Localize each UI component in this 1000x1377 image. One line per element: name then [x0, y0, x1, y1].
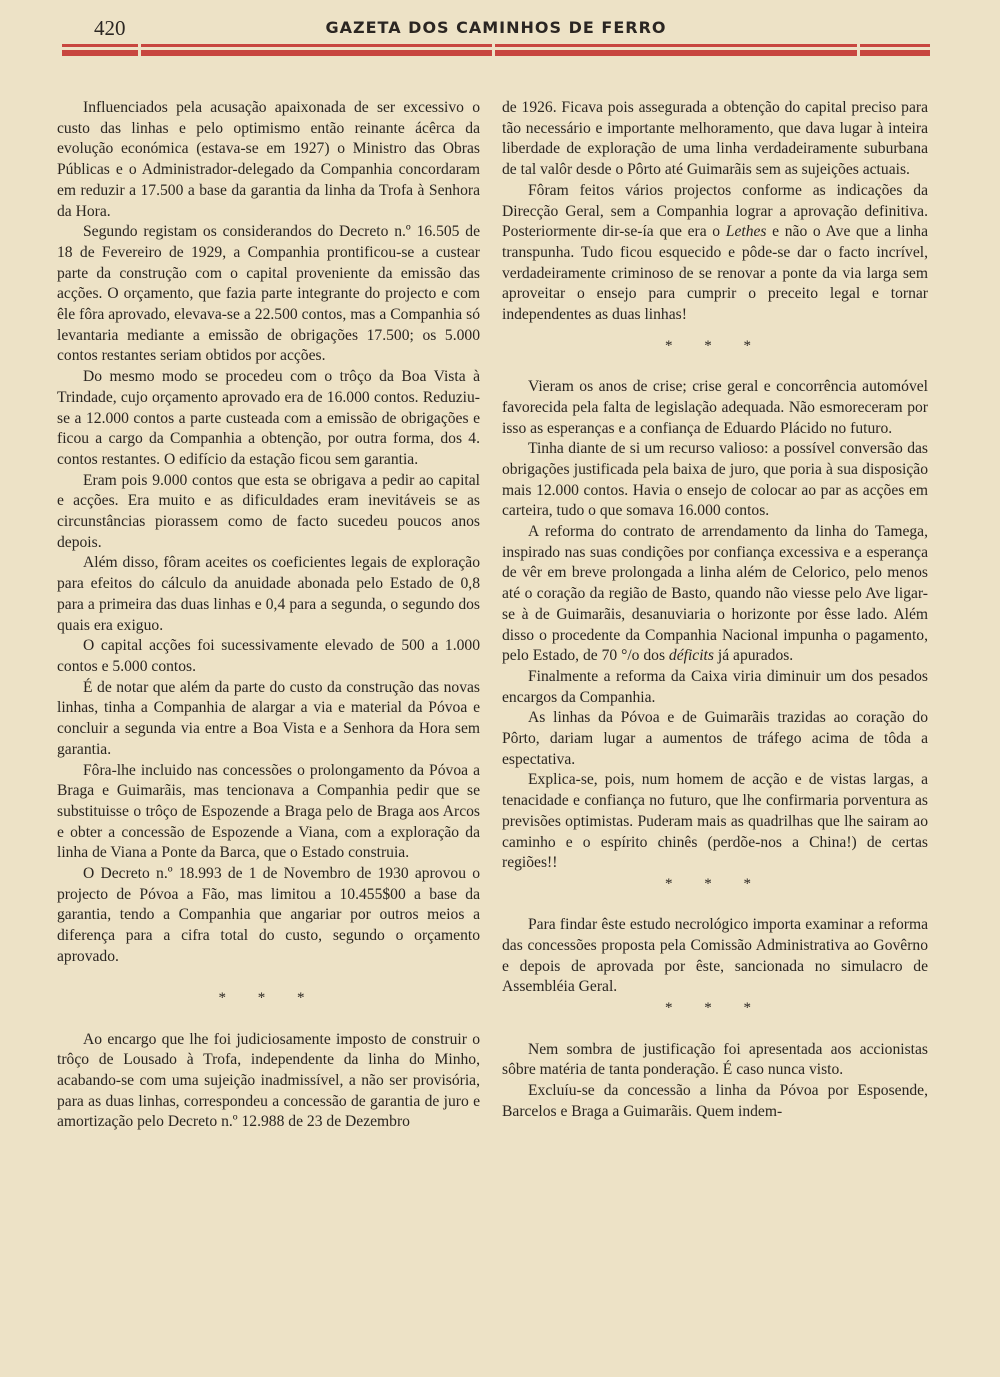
paragraph: Explica-se, pois, num homem de acção e de vistas largas, a tenacidade e confiança no futuro, que lhe confirmaria porventura as previsões optimistas. Puderam mais as quadrilhas que lhe sairam ao caminho e o espírito chinês (perdõe-nos a China!) de certas regiões!! — [502, 771, 928, 872]
paragraph: Nem sombra de justificação foi apresentada aos accionistas sôbre matéria de tanta ponderação. É caso nunca visto. — [502, 1040, 928, 1079]
page-header — [62, 14, 930, 44]
paragraph: Finalmente a reforma da Caixa viria diminuir um dos pesados encargos da Companhia. — [502, 667, 928, 706]
rule-gap — [492, 44, 495, 56]
italic-text: déficits — [668, 647, 714, 665]
paragraph: Influenciados pela acusação apaixonada de ser excessivo o custo das linhas e pelo optimismo então reinante ácêrca da evolução económica (estava-se em 1927) o Ministro das Obras Públicas e o Administrador-delegado da Companhia concordaram em reduzir a 17.500 a base da garantia da linha da Trofa à Senhora da Hora. — [57, 99, 480, 220]
section-separator: * * * — [665, 1000, 765, 1017]
spacer — [502, 356, 928, 377]
paragraph-continued: de 1926. Ficava pois assegurada a obtenção do capital preciso para tão necessário e importante melhoramento, que dava lugar à inteira liberdade de exploração de uma linha verdadeiramente suburbana de tal valôr desde o Pôrto até Guimarãis sem as sujeições actuais. — [502, 99, 928, 179]
spacer — [57, 968, 480, 989]
paragraph: Excluíu-se da concessão a linha da Póvoa por Esposende, Barcelos e Braga a Guimarãis. Quem indem- — [502, 1081, 928, 1120]
rule-gap — [138, 44, 141, 56]
section-separator: * * * — [665, 337, 765, 354]
paragraph: O Decreto n.º 18.993 de 1 de Novembro de 1930 aprovou o projecto de Póvoa a Fão, mas limitou a 10.455$00 a base da garantia, tendo a Companhia que angariar por outros meios a diferença para a cifra total do custo, segundo o orçamento aprovado. — [57, 865, 480, 965]
paragraph: Além disso, fôram aceites os coeficientes legais de exploração para efeitos do cálculo da anuidade abonada pelo Estado de 0,8 para a primeira das duas linhas e 0,4 para a segunda, o segundo dos quais era exiguo. — [57, 554, 480, 634]
right-column — [502, 98, 928, 1122]
journal-title: GAZETA DOS CAMINHOS DE FERRO — [325, 18, 667, 37]
italic-text: Lethes — [725, 223, 767, 241]
paragraph: Para findar êste estudo necrológico importa examinar a reforma das concessões proposta pela Comissão Administrativa ao Govêrno e depois de aprovada por êste, sancionada no simulacro de Assembléia Geral. — [502, 916, 928, 996]
header-rule — [62, 44, 930, 56]
paragraph: Do mesmo modo se procedeu com o trôço da Boa Vista à Trindade, cujo orçamento aprovado era de 16.000 contos. Reduziu-se a 12.000 contos a parte custeada com a emissão de obrigações e ficou a cargo da Companhia a obtenção, por outra forma, dos 4. contos restantes. O edifício da estação ficou sem garantia. — [57, 368, 480, 468]
paragraph: Segundo registam os considerandos do Decreto n.º 16.505 de 18 de Fevereiro de 1929, a Companhia prontificou-se a custear parte da construção com o capital proveniente da emissão das acções. O orçamento, que fazia parte integrante do projecto e com êle fôra aprovado, elevava-se a 22.500 contos, mas a Companhia só levantaria mediante a emissão de obrigações 17.500; os 5.000 contos restantes seriam obtidos por acções. — [57, 223, 480, 365]
paragraph: Ao encargo que lhe foi judiciosamente imposto de construir o trôço de Lousado à Trofa, independente da linha do Minho, acabando-se com uma sujeição inadmissível, a não ser provisória, para as duas linhas, correspondeu a concessão de garantia de juro e amortização pelo Decreto n.º 12.988 de 23 de Dezembro — [57, 1030, 480, 1131]
spacer — [502, 1019, 928, 1040]
spacer — [57, 1009, 480, 1030]
header-rule-thick — [62, 50, 930, 56]
paragraph: Tinha diante de si um recurso valioso: a possível conversão das obrigações justificada pela baixa de juro, que poria à sua disposição mais 12.000 contos. Havia o ensejo de colocar ao par as acções em carteira, tudo o que somava 16.000 contos. — [502, 440, 928, 520]
paragraph: Fôra-lhe incluido nas concessões o prolongamento da Póvoa a Braga e Guimarãis, mas tencionava a Companhia pedir que se substituisse o trôço de Espozende a Braga pelo de Braga aos Arcos e obter a concessão de Espozende a Viana, com a exploração da linha de Viana a Ponte da Barca, que o Estado construia. — [57, 761, 480, 862]
text-run: Fôram feitos vários projectos conforme as indicações da Direcção Geral, sem a Companhia lograr a aprovação definitiva. Posteriormente dir-se-ía que era o — [502, 181, 928, 241]
spacer — [502, 895, 928, 916]
paragraph — [502, 181, 928, 326]
paragraph — [502, 522, 928, 667]
rule-gap — [857, 44, 860, 56]
page-number: 420 — [94, 16, 126, 40]
left-column — [57, 98, 480, 1133]
paragraph: O capital acções foi sucessivamente elevado de 500 a 1.000 contos e 5.000 contos. — [57, 637, 480, 675]
text-run: A reforma do contrato de arrendamento da linha do Tamega, inspirado nas suas condições por confiança excessiva e a esperança de vêr em breve prolongada a linha além de Celorico, pelo menos até o coração da região de Basto, quando não viesse pelo Ave ligar-se à de Guimarãis, desanuviaria o horizonte por êsse lado. Além disso o procedente da Companhia Nacional impunha o pagamento, pelo Estado, de 70 °/o dos — [502, 523, 928, 665]
paragraph: As linhas da Póvoa e de Guimarãis trazidas ao coração do Pôrto, dariam lugar a aumentos de tráfego acima de tôda a espectativa. — [502, 709, 928, 768]
section-separator: * * * — [218, 990, 319, 1007]
text-run: e não o Ave que a linha transpunha. Tudo ficou esquecido e pôde-se dar o facto incrível, verdadeiramente criminoso de se renovar a ponte da via larga sem aproveitar o ensejo para cumprir o preceito legal e tornar independentes as duas linhas! — [502, 223, 928, 324]
paragraph: É de notar que além da parte do custo da construção das novas linhas, tinha a Companhia de alargar a via e material da Póvoa e concluir a segunda via entre a Boa Vista e a Senhora da Hora sem garantia. — [57, 678, 480, 758]
section-separator: * * * — [665, 875, 765, 892]
text-run: já apurados. — [713, 647, 794, 665]
paragraph: Eram pois 9.000 contos que esta se obrigava a pedir ao capital e acções. Era muito e as dificuldades eram inevitáveis se as circunstâncias piorassem como de facto sucedeu poucos anos depois. — [57, 471, 480, 551]
spacer — [502, 326, 928, 336]
header-rule-thin — [62, 44, 930, 47]
paragraph: Vieram os anos de crise; crise geral e concorrência automóvel favorecida pela falta de legislação adequada. Não esmoreceram por isso as esperanças e a confiança de Eduardo Plácido no futuro. — [502, 378, 928, 437]
